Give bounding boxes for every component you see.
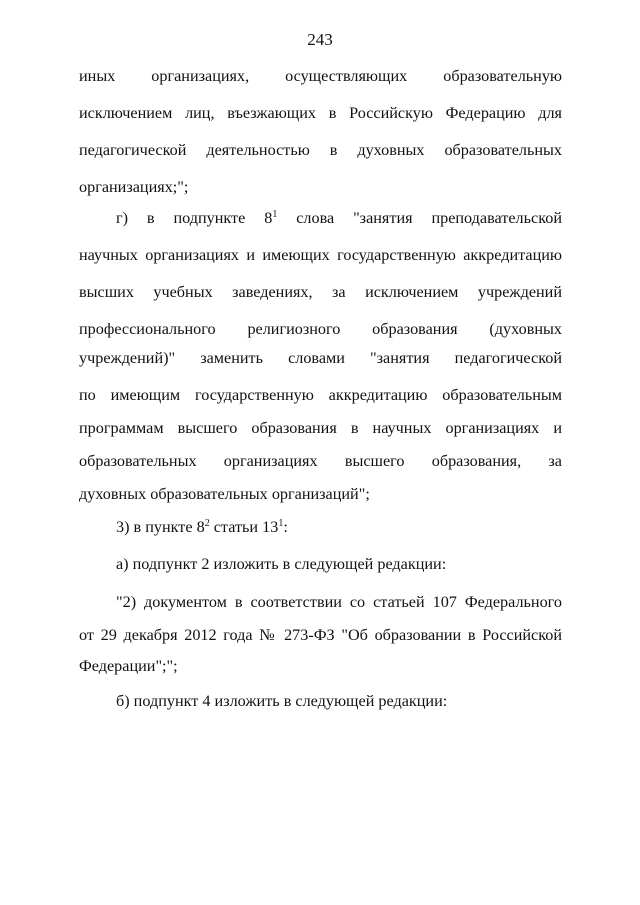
text-line bbox=[116, 208, 562, 228]
text-line: б) подпункт 4 изложить в следующей редакции: bbox=[116, 692, 448, 710]
text-line: по имеющим государственную аккредитацию образовательным bbox=[79, 386, 562, 404]
text-line: Федерации";"; bbox=[79, 657, 178, 675]
text-line: духовных образовательных организаций"; bbox=[79, 485, 370, 503]
text-line: образовательных организациях высшего образования, за bbox=[79, 452, 562, 470]
text-fragment: слова "занятия преподавательской bbox=[296, 209, 562, 227]
text-line: профессионального религиозного образования (духовных bbox=[79, 320, 562, 338]
text-line: организациях;"; bbox=[79, 178, 189, 196]
text-line: научных организациях и имеющих государственную аккредитацию bbox=[79, 246, 562, 264]
text-fragment: : bbox=[283, 518, 288, 536]
text-line: программам высшего образования в научных организациях и bbox=[79, 419, 562, 437]
text-line: учреждений)" заменить словами "занятия педагогической bbox=[79, 349, 562, 367]
text-line: высших учебных заведениях, за исключением учреждений bbox=[79, 283, 562, 301]
text-line: исключением лиц, въезжающих в Российскую Федерацию для bbox=[79, 104, 562, 122]
text-line: педагогической деятельностью в духовных образовательных bbox=[79, 141, 562, 159]
text-line: "2) документом в соответствии со статьей 107 Федерального bbox=[116, 593, 562, 611]
text-line: от 29 декабря 2012 года № 273-ФЗ "Об образовании в Российской bbox=[79, 626, 562, 644]
text-line bbox=[116, 517, 562, 537]
text-fragment: 3) в пункте 8 bbox=[116, 518, 205, 536]
text-fragment: статьи 13 bbox=[209, 518, 279, 536]
page-number: 243 bbox=[307, 30, 333, 49]
superscript: 2 bbox=[204, 518, 210, 529]
text-line: а) подпункт 2 изложить в следующей редакции: bbox=[116, 555, 447, 573]
text-line: иных организациях, осуществляющих образовательную bbox=[79, 67, 562, 85]
superscript: 1 bbox=[278, 518, 284, 529]
superscript: 1 bbox=[272, 209, 278, 220]
text-fragment: г) в подпункте 8 bbox=[116, 209, 273, 227]
